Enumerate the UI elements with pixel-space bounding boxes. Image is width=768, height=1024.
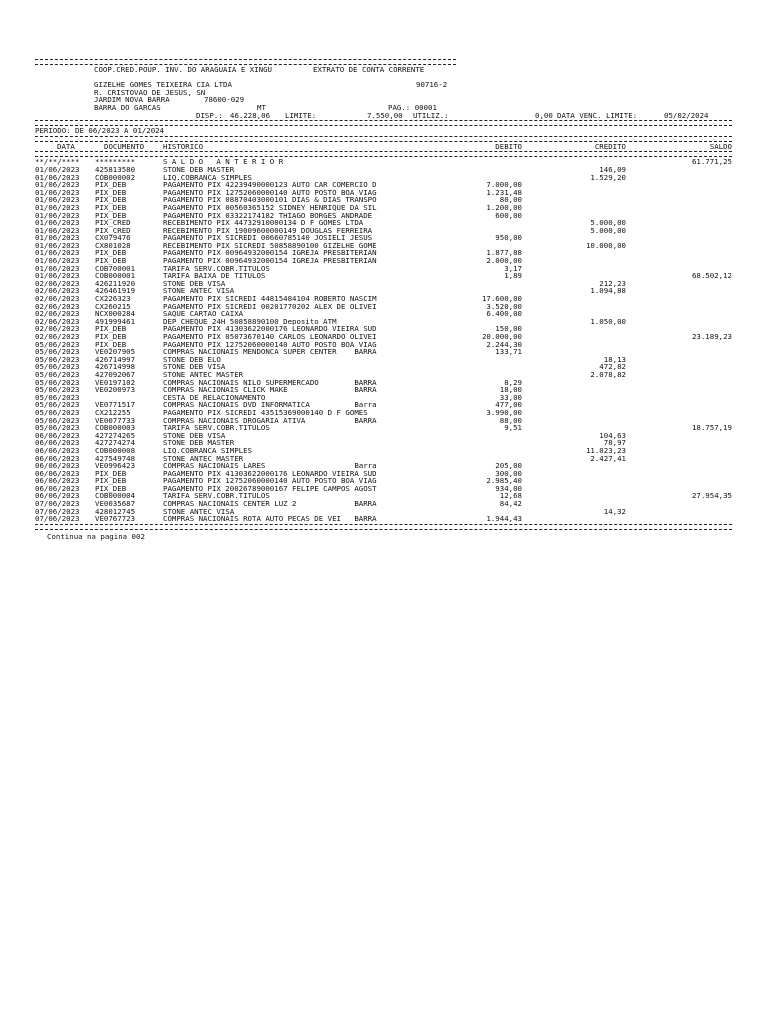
transaction-row xyxy=(35,166,732,174)
transaction-row xyxy=(35,409,732,417)
row-document: 425813580 xyxy=(95,164,136,174)
row-document: VE0207905 xyxy=(95,347,136,357)
row-document: CX260215 xyxy=(95,301,131,311)
row-date: 01/06/2023 xyxy=(35,164,80,174)
transaction-row xyxy=(35,310,732,318)
transaction-row xyxy=(35,272,732,280)
row-history: COMPRAS NACIONAIS DVD INFORMATICA Barra xyxy=(163,401,377,409)
row-date: 05/06/2023 xyxy=(35,377,80,387)
transaction-row xyxy=(35,439,732,447)
row-history: PAGAMENTO PIX SICREDI 44815484104 ROBERTO NASCIM xyxy=(163,295,377,303)
transaction-row xyxy=(35,219,732,227)
limite-label: LIMITE: xyxy=(285,110,317,120)
row-debit: 1.231,48 xyxy=(486,187,522,197)
row-history: STONE DEB MASTER xyxy=(163,439,235,447)
row-debit: 950,00 xyxy=(495,233,522,243)
row-debit: 9,51 xyxy=(504,423,522,433)
row-document: PIX_DEB xyxy=(95,210,127,220)
row-date: 01/06/2023 xyxy=(35,248,80,258)
row-date: 01/06/2023 xyxy=(35,172,80,182)
row-history: STONE DEB VISA xyxy=(163,363,226,371)
row-date: 05/06/2023 xyxy=(35,354,80,364)
transaction-row xyxy=(35,394,732,402)
row-history: PAGAMENTO PIX 41303622000176 LEONARDO VIEIRA SUD xyxy=(163,325,377,333)
row-date: **/**/**** xyxy=(35,157,80,167)
row-history: COMPRAS NACIONAIS DROGARIA ATIVA BARRA xyxy=(163,416,377,425)
row-document: PIX_DEB xyxy=(95,187,127,197)
row-document: 426461919 xyxy=(95,286,136,296)
row-date: 02/06/2023 xyxy=(35,316,80,326)
row-history: PAGAMENTO PIX 00560365152 SIDNEY HENRIQUE DA SIL xyxy=(163,203,377,212)
row-history: PAGAMENTO PIX 41303622000176 LEONARDO VIEIRA SUD xyxy=(163,469,377,478)
row-history: PAGAMENTO PIX 03322174182 THIAGO BORGES ANDRADE xyxy=(163,211,373,220)
transaction-row xyxy=(35,174,732,182)
transaction-row xyxy=(35,295,732,303)
row-history: PAGAMENTO PIX 12752060000140 AUTO POSTO BOA VIAG xyxy=(163,340,377,349)
header-line-6 xyxy=(35,112,732,120)
row-credit: 18,13 xyxy=(603,354,626,364)
row-history: LIQ.COBRANCA SIMPLES xyxy=(163,173,252,182)
row-debit: 150,00 xyxy=(495,324,522,334)
row-date: 06/06/2023 xyxy=(35,468,80,478)
row-credit: 2.427,41 xyxy=(590,453,626,463)
row-credit: 472,82 xyxy=(599,362,626,372)
row-document: CX079476 xyxy=(95,233,131,243)
row-document: PIX_DEB xyxy=(95,339,127,349)
client-cep: 78600-029 xyxy=(204,95,245,105)
row-document: PIX_CRED xyxy=(95,225,131,235)
row-document: VE0996423 xyxy=(95,461,136,471)
columns-separator xyxy=(35,151,732,157)
row-debit: 20.000,00 xyxy=(481,332,522,341)
row-credit: 1.094,88 xyxy=(590,286,626,296)
row-date: 06/06/2023 xyxy=(35,438,80,448)
row-credit: 14,32 xyxy=(603,506,626,516)
transaction-row xyxy=(35,462,732,470)
row-debit: 84,42 xyxy=(499,499,522,509)
row-document: VE0197102 xyxy=(95,377,136,387)
row-history: RECEBIMENTO PIX 44732910000134 D F GOMES LTDA xyxy=(163,219,364,227)
transaction-row xyxy=(35,318,732,326)
row-date: 01/06/2023 xyxy=(35,218,80,228)
row-history: STONE ANTEC VISA xyxy=(163,287,235,296)
client-name: GIZELHE GOMES TEIXEIRA CIA LTDA xyxy=(94,80,232,90)
transaction-row xyxy=(35,287,732,295)
row-document: PIX_DEB xyxy=(95,324,127,334)
row-history: RECEBIMENTO PIX SICREDI 50858890100 GIZELHE GOME xyxy=(163,241,377,250)
row-balance: 27.954,35 xyxy=(691,491,732,501)
row-document: PIX_DEB xyxy=(95,195,127,205)
row-date: 06/06/2023 xyxy=(35,491,80,501)
row-date: 02/06/2023 xyxy=(35,294,80,304)
transaction-row xyxy=(35,363,732,371)
col-header-historico: HISTORICO xyxy=(163,141,204,151)
row-history: PAGAMENTO PIX 12752060000140 AUTO POSTO BOA VIAG xyxy=(163,477,377,485)
row-document: COB000003 xyxy=(95,423,136,433)
data-venc-value: 05/02/2024 xyxy=(664,110,709,120)
transaction-row xyxy=(35,333,732,341)
row-date: 05/06/2023 xyxy=(35,400,80,410)
row-document: PIX_DEB xyxy=(95,468,127,478)
transaction-row xyxy=(35,485,732,493)
disp-label: DISP.: xyxy=(196,110,223,120)
row-date: 05/06/2023 xyxy=(35,407,80,417)
row-date: 06/06/2023 xyxy=(35,430,80,440)
row-history: PAGAMENTO PIX SICREDI 00201770202 ALEX DE OLIVEI xyxy=(163,302,377,311)
row-debit: 300,00 xyxy=(495,468,522,478)
row-credit: 146,09 xyxy=(599,164,626,174)
institution-name: COOP.CRED.POUP. INV. DO ARAGUAIA E XINGU xyxy=(94,65,272,74)
utiliz-label: UTILIZ.: xyxy=(413,110,449,120)
row-history: STONE DEB VISA xyxy=(163,431,226,440)
client-address: R. CRISTOVAO DE JESUS, SN xyxy=(94,87,206,97)
row-date: 02/06/2023 xyxy=(35,332,80,341)
row-date: 01/06/2023 xyxy=(35,225,80,235)
row-history: COMPRAS NACIONAIS CENTER LUZ 2 BARRA xyxy=(163,500,377,508)
transaction-row xyxy=(35,455,732,463)
row-date: 01/06/2023 xyxy=(35,256,80,266)
row-date: 07/06/2023 xyxy=(35,499,80,509)
row-credit: 11.023,23 xyxy=(585,445,626,455)
row-history: TARIFA BAIXA DE TITULOS xyxy=(163,272,266,280)
row-document: PIX_DEB xyxy=(95,256,127,266)
row-debit: 8,29 xyxy=(504,377,522,387)
row-document: ********* xyxy=(95,157,136,167)
row-date: 06/06/2023 xyxy=(35,461,80,471)
row-credit: 5.000,00 xyxy=(590,218,626,228)
row-document: PIX_DEB xyxy=(95,332,127,341)
row-date: 05/06/2023 xyxy=(35,385,80,395)
row-document: PIX_DEB xyxy=(95,248,127,258)
row-document: 427274265 xyxy=(95,430,136,440)
row-date: 02/06/2023 xyxy=(35,278,80,288)
row-history: PAGAMENTO PIX 05073670140 CARLOS LEONARDO OLIVEI xyxy=(163,333,377,341)
row-balance: 18.757,19 xyxy=(691,423,732,433)
row-document: COB000004 xyxy=(95,491,136,501)
row-document: CX226323 xyxy=(95,294,131,304)
row-history: STONE ANTEC MASTER xyxy=(163,454,244,463)
row-balance: 68.502,12 xyxy=(691,271,732,281)
row-history: PAGAMENTO PIX 08870403000101 DIAS & DIAS TRANSPO xyxy=(163,196,377,204)
transaction-row xyxy=(35,386,732,394)
row-history: COMPRAS NACIONAIS NILO SUPERMERCADO BARRA xyxy=(163,378,377,387)
bank-statement-page xyxy=(35,58,732,540)
period-text: PERIODO: DE 06/2023 A 01/2024 xyxy=(35,126,165,136)
transaction-row xyxy=(35,158,732,166)
row-history: STONE DEB ELO xyxy=(163,355,221,364)
row-document: PIX_DEB xyxy=(95,180,127,190)
transaction-row xyxy=(35,303,732,311)
row-history: PAGAMENTO PIX SICREDI 43515369000140 D F GOMES xyxy=(163,408,368,417)
row-debit: 477,00 xyxy=(495,400,522,410)
transaction-row xyxy=(35,417,732,425)
row-date: 07/06/2023 xyxy=(35,506,80,516)
row-history: S A L D O A N T E R I O R xyxy=(163,158,284,166)
row-debit: 600,00 xyxy=(495,210,522,220)
row-date: 02/06/2023 xyxy=(35,301,80,311)
row-credit: 10.000,00 xyxy=(585,240,626,250)
col-header-data: DATA xyxy=(57,141,75,151)
row-document: NCX000284 xyxy=(95,309,136,319)
row-document: 426714998 xyxy=(95,362,136,372)
transaction-row xyxy=(35,447,732,455)
row-date: 05/06/2023 xyxy=(35,392,80,402)
row-date: 06/06/2023 xyxy=(35,483,80,493)
row-history: TARIFA SERV.COBR.TITULOS xyxy=(163,264,270,273)
transaction-row xyxy=(35,432,732,440)
row-credit: 2.078,82 xyxy=(590,369,626,379)
row-history: RECEBIMENTO PIX 19009600000149 DOUGLAS FERREIRA xyxy=(163,226,373,235)
row-date: 05/06/2023 xyxy=(35,347,80,357)
transaction-row xyxy=(35,280,732,288)
transaction-row xyxy=(35,500,732,508)
transaction-row xyxy=(35,242,732,250)
row-history: PAGAMENTO PIX 42239490000123 AUTO CAR COMERCIO D xyxy=(163,181,377,189)
row-debit: 2.244,30 xyxy=(486,339,522,349)
row-history: DEP CHEQUE 24H 50858890100 Deposito ATM xyxy=(163,317,337,326)
row-history: COMPRAS NACIONAIS ROTA AUTO PECAS DE VEI BARRA xyxy=(163,515,377,523)
row-balance: 61.771,25 xyxy=(691,157,732,167)
row-date: 01/06/2023 xyxy=(35,202,80,212)
row-document: CX212255 xyxy=(95,407,131,417)
transaction-row xyxy=(35,508,732,516)
row-date: 01/06/2023 xyxy=(35,187,80,197)
transaction-row xyxy=(35,212,732,220)
transaction-row xyxy=(35,515,732,523)
col-header-debito: DEBITO xyxy=(495,141,522,151)
client-city: BARRA DO GARCAS xyxy=(94,102,161,112)
row-date: 01/06/2023 xyxy=(35,271,80,281)
row-debit: 1.944,43 xyxy=(486,514,522,524)
transaction-row xyxy=(35,234,732,242)
row-date: 01/06/2023 xyxy=(35,240,80,250)
row-credit: 212,23 xyxy=(599,278,626,288)
row-credit: 5.000,00 xyxy=(590,225,626,235)
row-date: 01/06/2023 xyxy=(35,210,80,220)
row-date: 06/06/2023 xyxy=(35,445,80,455)
row-document: VE0767723 xyxy=(95,514,136,524)
row-document: PIX_DEB xyxy=(95,483,127,493)
row-date: 05/06/2023 xyxy=(35,423,80,433)
row-history: PAGAMENTO PIX 12752060000140 AUTO POSTO BOA VIAG xyxy=(163,188,377,197)
row-date: 06/06/2023 xyxy=(35,476,80,486)
transaction-row xyxy=(35,424,732,432)
client-district: JARDIM NOVA BARRA xyxy=(94,95,170,105)
row-document: CX801028 xyxy=(95,240,131,250)
bottom-separator xyxy=(35,524,732,530)
row-history: TARIFA SERV.COBR.TITULOS xyxy=(163,492,270,501)
transaction-row xyxy=(35,204,732,212)
row-debit: 205,00 xyxy=(495,461,522,471)
row-date: 05/06/2023 xyxy=(35,339,80,349)
row-document: 427274274 xyxy=(95,438,136,448)
transaction-row xyxy=(35,477,732,485)
row-document: 428012745 xyxy=(95,506,136,516)
row-date: 01/06/2023 xyxy=(35,195,80,205)
client-state: MT xyxy=(257,102,266,112)
row-credit: 104,63 xyxy=(599,430,626,440)
row-balance: 23.189,23 xyxy=(691,332,732,341)
row-debit: 12,68 xyxy=(499,491,522,501)
transaction-row xyxy=(35,325,732,333)
transaction-row xyxy=(35,181,732,189)
transaction-row xyxy=(35,196,732,204)
row-document: VE0077733 xyxy=(95,415,136,425)
continued-note: Continua na pagina 002 xyxy=(47,531,145,541)
row-credit: 78,97 xyxy=(603,438,626,448)
row-date: 07/06/2023 xyxy=(35,514,80,524)
row-history: PAGAMENTO PIX 20026789000167 FELIPE CAMPOS AGOST xyxy=(163,484,377,493)
row-document: PIX_DEB xyxy=(95,202,127,212)
row-history: PAGAMENTO PIX 00964932000154 IGREJA PRESBITERIAN xyxy=(163,249,377,258)
row-document: VE0771517 xyxy=(95,400,136,410)
row-document: VE0035687 xyxy=(95,499,136,509)
transaction-row xyxy=(35,257,732,265)
row-debit: 1.200,00 xyxy=(486,202,522,212)
row-history: LIQ.COBRANCA SIMPLES xyxy=(163,446,252,455)
period-line xyxy=(35,127,732,135)
row-debit: 3.520,00 xyxy=(486,301,522,311)
row-document: 427549748 xyxy=(95,453,136,463)
row-history: STONE ANTEC MASTER xyxy=(163,370,244,379)
transaction-row xyxy=(35,189,732,197)
row-date: 05/06/2023 xyxy=(35,362,80,372)
row-history: SAQUE CARTAO CAIXA xyxy=(163,310,244,318)
row-document: 491999461 xyxy=(95,316,136,326)
row-date: 01/06/2023 xyxy=(35,233,80,243)
row-date: 02/06/2023 xyxy=(35,324,80,334)
row-document: 426714997 xyxy=(95,354,136,364)
row-debit: 1.877,88 xyxy=(486,248,522,258)
transaction-row xyxy=(35,470,732,478)
row-history: STONE DEB MASTER xyxy=(163,165,235,174)
row-history: CESTA DE RELACIONAMENTO xyxy=(163,393,266,402)
row-history: TARIFA SERV.COBR.TITULOS xyxy=(163,424,270,432)
row-debit: 133,71 xyxy=(495,347,522,357)
column-headers xyxy=(35,143,732,151)
row-history: COMPRAS NACIONAIS LARES Barra xyxy=(163,462,377,470)
row-document: PIX_DEB xyxy=(95,476,127,486)
transaction-row xyxy=(35,356,732,364)
row-debit: 1,89 xyxy=(504,271,522,281)
row-document: 427092067 xyxy=(95,369,136,379)
data-venc-label: DATA VENC. LIMITE: xyxy=(557,110,638,120)
row-credit: 1.529,20 xyxy=(590,172,626,182)
row-date: 02/06/2023 xyxy=(35,286,80,296)
row-debit: 3.990,00 xyxy=(486,407,522,417)
row-date: 05/06/2023 xyxy=(35,415,80,425)
utiliz-value: 0,00 xyxy=(535,110,553,120)
document-title: EXTRATO DE CONTA CORRENTE xyxy=(313,65,425,74)
transaction-row xyxy=(35,371,732,379)
row-history: STONE ANTEC VISA xyxy=(163,507,235,516)
row-credit: 1.050,00 xyxy=(590,316,626,326)
row-history: COMPRAS NACIONAIS MENDONCA SUPER CENTER BARRA xyxy=(163,348,377,356)
transaction-row xyxy=(35,492,732,500)
row-history: STONE DEB VISA xyxy=(163,279,226,288)
header-line-1 xyxy=(35,66,732,74)
row-document: COB000001 xyxy=(95,271,136,281)
row-document: COB700001 xyxy=(95,263,136,273)
row-debit: 17.600,00 xyxy=(481,294,522,304)
transaction-row xyxy=(35,227,732,235)
row-date: 06/06/2023 xyxy=(35,453,80,463)
account-number: 90716-2 xyxy=(416,80,448,90)
period-separator xyxy=(35,136,732,142)
transaction-row xyxy=(35,348,732,356)
transaction-list xyxy=(35,158,732,523)
row-document: VE0200973 xyxy=(95,385,136,395)
transaction-row xyxy=(35,379,732,387)
page-number: PAG.: 00001 xyxy=(388,102,437,112)
row-history: PAGAMENTO PIX 00964932000154 IGREJA PRESBITERIAN xyxy=(163,257,377,265)
row-debit: 88,00 xyxy=(499,415,522,425)
transaction-row xyxy=(35,401,732,409)
row-debit: 2.000,00 xyxy=(486,256,522,266)
row-date: 05/06/2023 xyxy=(35,369,80,379)
row-debit: 2.985,40 xyxy=(486,476,522,486)
transaction-row xyxy=(35,341,732,349)
transaction-row xyxy=(35,265,732,273)
row-document: PIX_CRED xyxy=(95,218,131,228)
row-date: 02/06/2023 xyxy=(35,309,80,319)
disp-value: 46.228,06 xyxy=(230,110,271,120)
row-document: COB000008 xyxy=(95,445,136,455)
col-header-credito: CREDITO xyxy=(594,141,626,151)
row-debit: 6.400,00 xyxy=(486,309,522,319)
limite-value: 7.550,00 xyxy=(367,110,403,120)
transaction-row xyxy=(35,249,732,257)
row-debit: 7.000,00 xyxy=(486,180,522,190)
col-header-saldo: SALDO xyxy=(709,141,732,151)
row-debit: 18,00 xyxy=(499,385,522,395)
row-history: COMPRAS NACIONAIS CLICK MAKE BARRA xyxy=(163,386,377,394)
row-debit: 80,00 xyxy=(499,195,522,205)
row-debit: 3,17 xyxy=(504,263,522,273)
row-debit: 33,00 xyxy=(499,392,522,402)
row-date: 01/06/2023 xyxy=(35,180,80,190)
row-debit: 934,00 xyxy=(495,483,522,493)
row-history: PAGAMENTO PIX SICREDI 00660785140 JOSIELI JESUS xyxy=(163,234,373,242)
row-document: COB000002 xyxy=(95,172,136,182)
row-document: 426211920 xyxy=(95,278,136,288)
col-header-documento: DOCUMENTO xyxy=(104,141,145,151)
row-date: 01/06/2023 xyxy=(35,263,80,273)
